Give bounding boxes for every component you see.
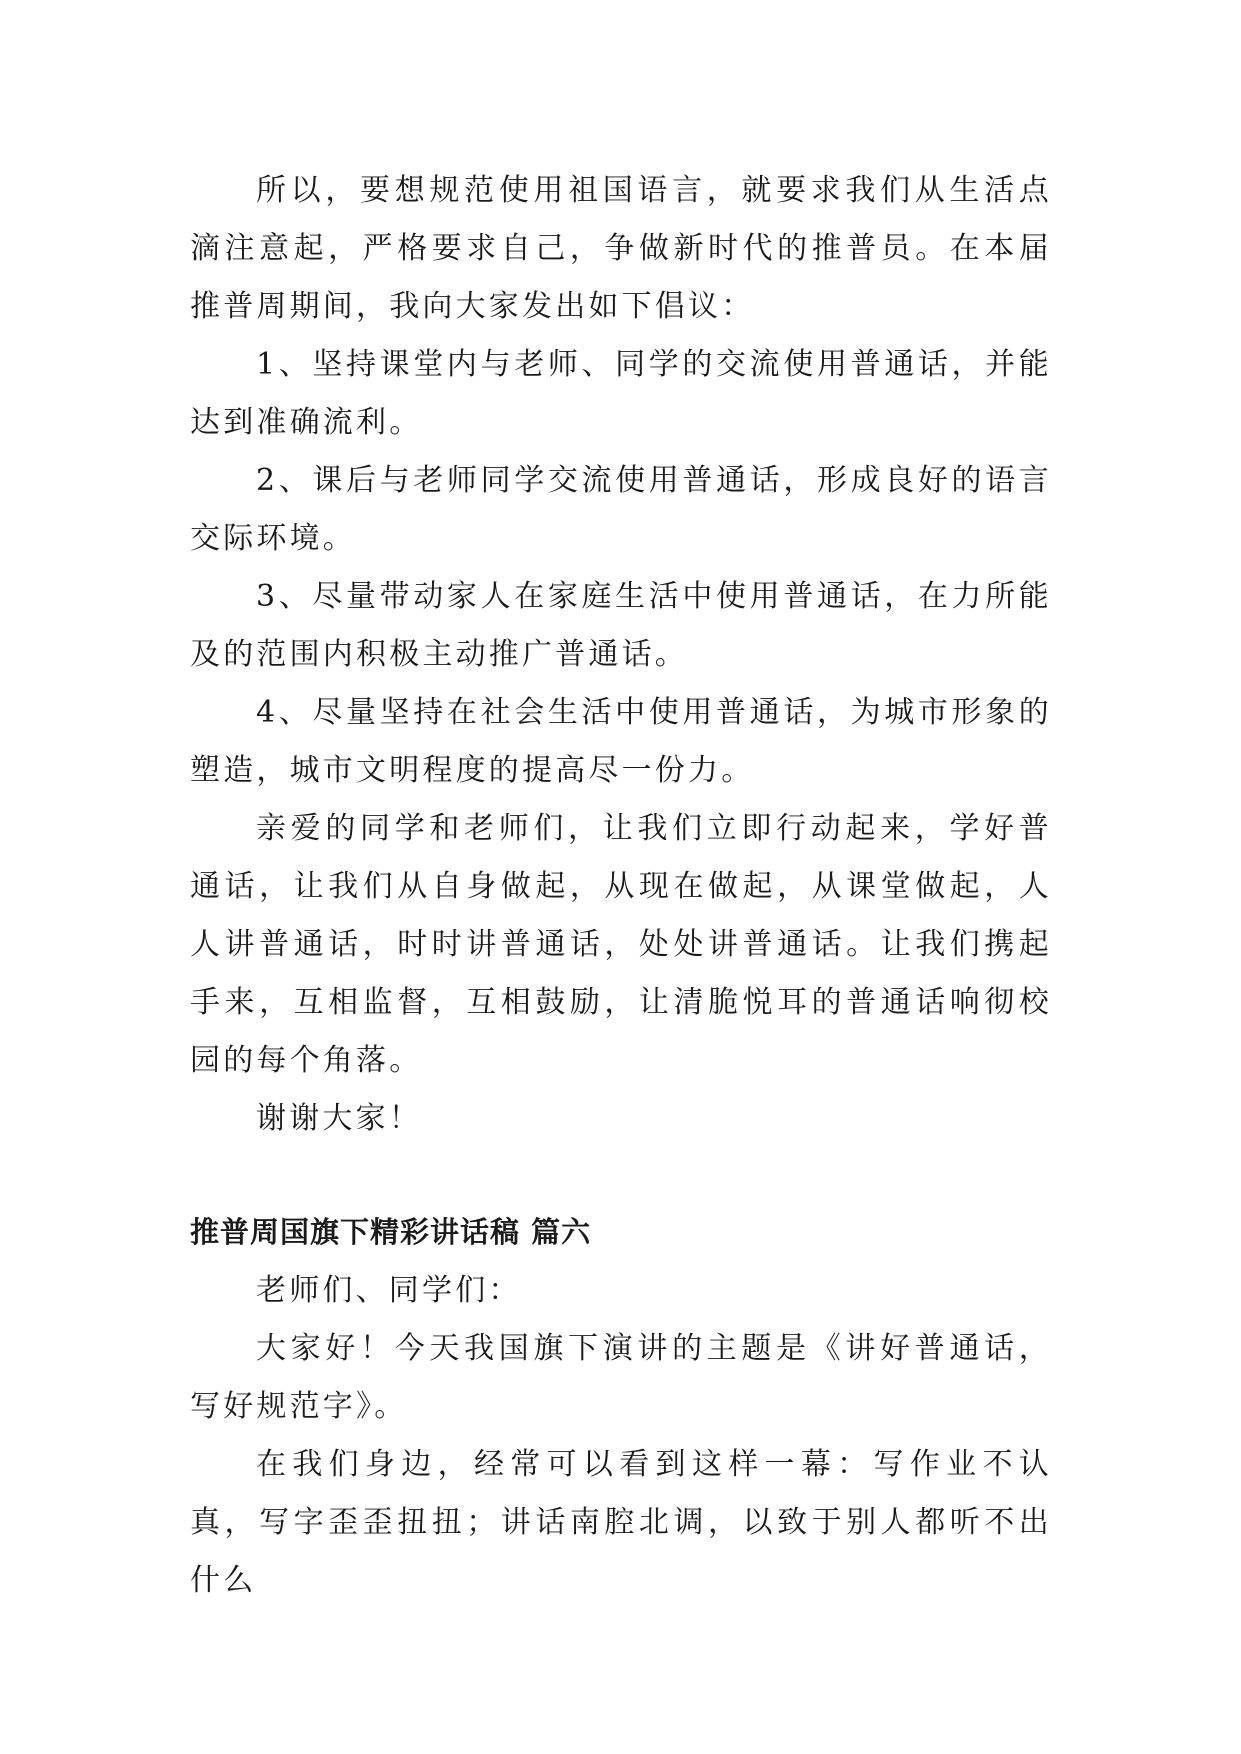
paragraph: 1、坚持课堂内与老师、同学的交流使用普通话，并能达到准确流利。 — [190, 347, 1052, 440]
body-section-2 — [190, 1262, 1052, 1610]
paragraph: 亲爱的同学和老师们，让我们立即行动起来，学好普通话，让我们从自身做起，从现在做起，从课堂做起，人人讲普通话，时时讲普通话，处处讲普通话。让我们携起手来，互相监督，互相鼓励，让清脆悦耳的普通话响彻校园的每个角落。 — [190, 811, 1052, 1078]
paragraph: 2、课后与老师同学交流使用普通话，形成良好的语言交际环境。 — [190, 463, 1052, 556]
paragraph: 老师们、同学们： — [256, 1273, 522, 1308]
paragraph: 大家好！今天我国旗下演讲的主题是《讲好普通话，写好规范字》。 — [190, 1331, 1052, 1424]
paragraph: 谢谢大家！ — [256, 1101, 422, 1136]
paragraph: 所以，要想规范使用祖国语言，就要求我们从生活点滴注意起，严格要求自己，争做新时代的推普员。在本届推普周期间，我向大家发出如下倡议： — [190, 173, 1052, 324]
paragraph: 3、尽量带动家人在家庭生活中使用普通话，在力所能及的范围内积极主动推广普通话。 — [190, 579, 1052, 672]
section-heading: 推普周国旗下精彩讲话稿 篇六 — [190, 1215, 592, 1249]
paragraph: 在我们身边，经常可以看到这样一幕：写作业不认真，写字歪歪扭扭；讲话南腔北调，以致于别人都听不出什么 — [190, 1447, 1052, 1598]
body-section-1 — [190, 162, 1052, 1148]
paragraph: 4、尽量坚持在社会生活中使用普通话，为城市形象的塑造，城市文明程度的提高尽一份力。 — [190, 695, 1052, 788]
